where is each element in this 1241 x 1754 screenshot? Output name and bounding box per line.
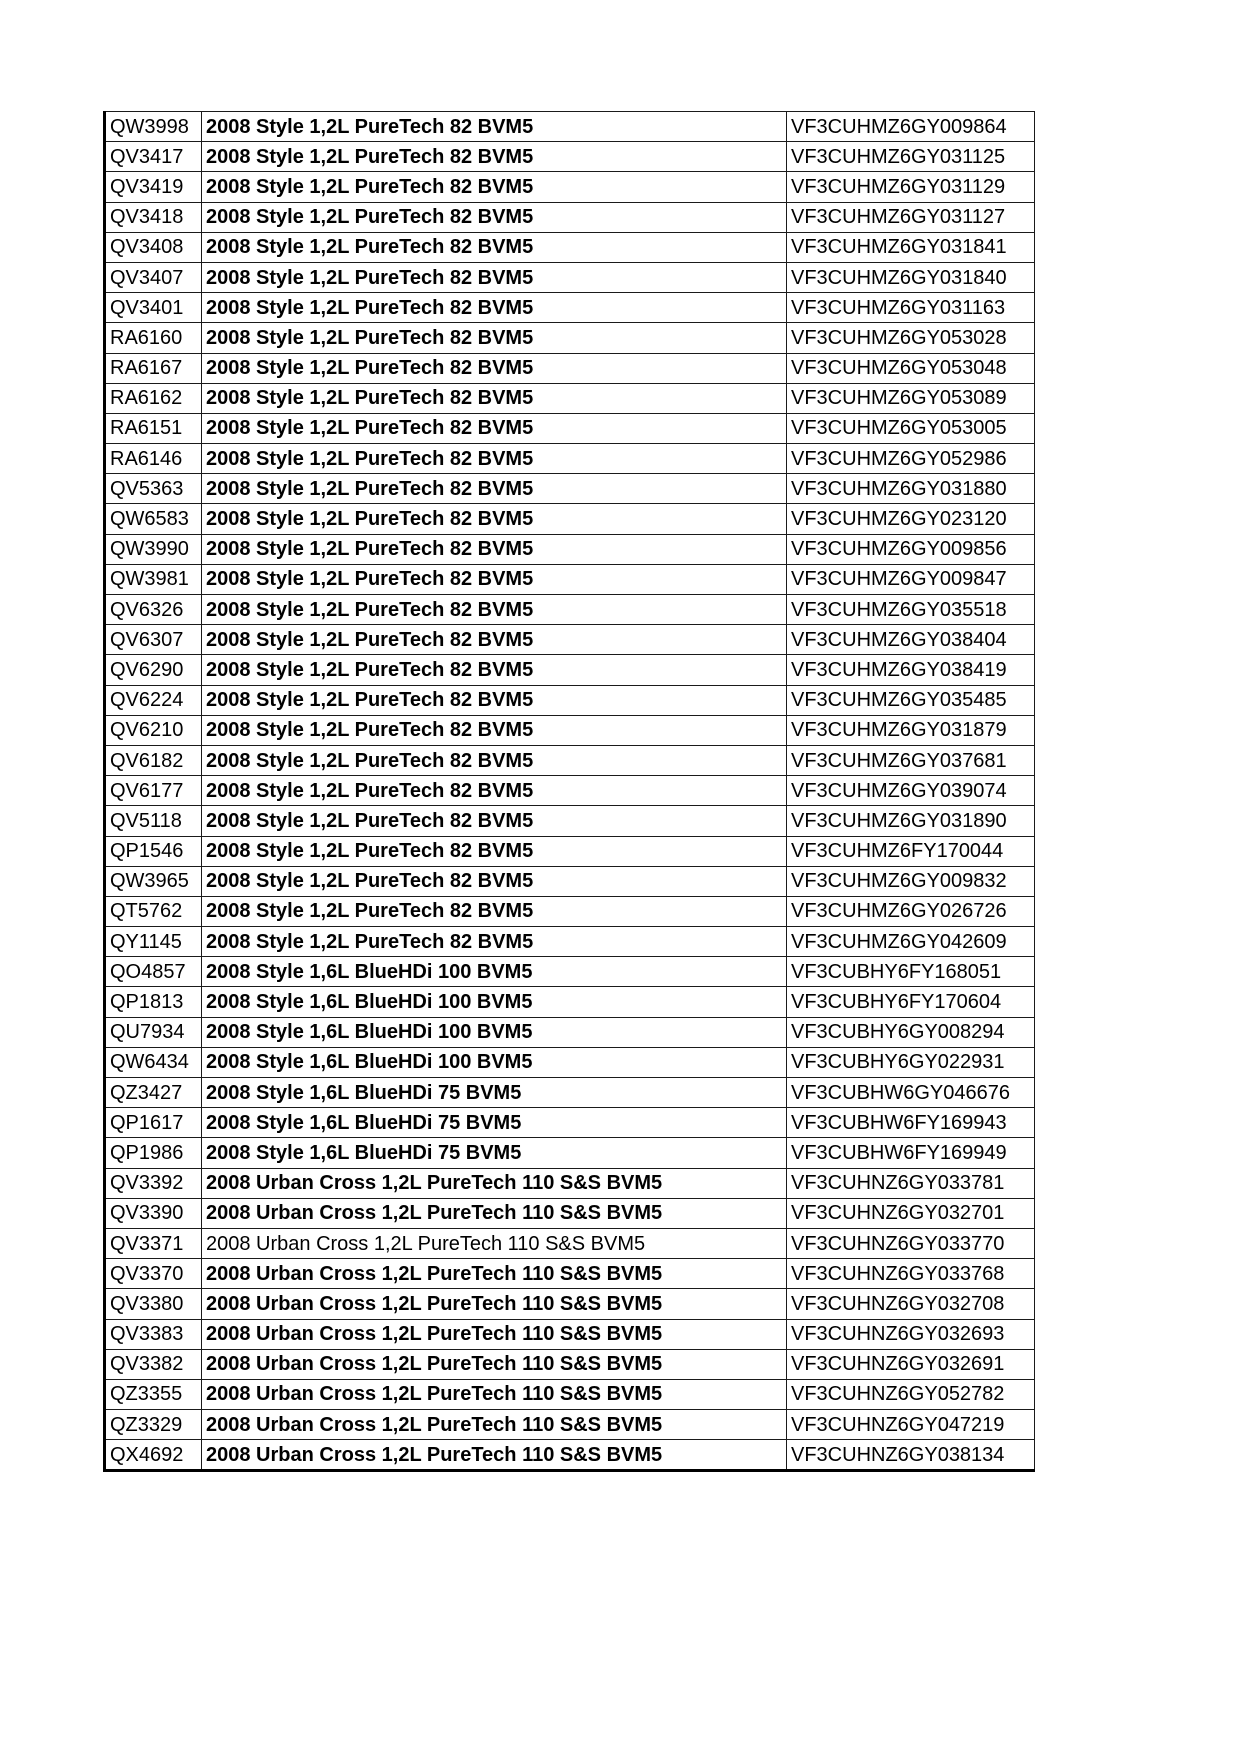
table-row xyxy=(105,1379,1035,1409)
vin-cell: VF3CUBHY6GY008294 xyxy=(787,1017,1035,1047)
vin-cell: VF3CUHMZ6GY037681 xyxy=(787,745,1035,775)
vin-cell: VF3CUHMZ6GY009864 xyxy=(787,112,1035,142)
table-row xyxy=(105,1168,1035,1198)
vin-cell: VF3CUHNZ6GY032708 xyxy=(787,1289,1035,1319)
table-row xyxy=(105,806,1035,836)
vin-cell: VF3CUHNZ6GY033781 xyxy=(787,1168,1035,1198)
vin-cell: VF3CUHNZ6GY032691 xyxy=(787,1349,1035,1379)
model-description-cell: 2008 Style 1,6L BlueHDi 100 BVM5 xyxy=(202,1047,787,1077)
table-row xyxy=(105,715,1035,745)
vin-cell: VF3CUHMZ6GY052986 xyxy=(787,444,1035,474)
vin-cell: VF3CUHMZ6GY009856 xyxy=(787,534,1035,564)
vin-cell: VF3CUHNZ6GY033768 xyxy=(787,1259,1035,1289)
vehicle-code-cell: QW6434 xyxy=(105,1047,202,1077)
vin-cell: VF3CUHMZ6GY039074 xyxy=(787,776,1035,806)
vehicle-code-cell: QV3371 xyxy=(105,1228,202,1258)
model-description-cell: 2008 Urban Cross 1,2L PureTech 110 S&S BVM5 xyxy=(202,1289,787,1319)
vehicle-code-cell: QV3380 xyxy=(105,1289,202,1319)
vehicle-code-cell: QP1546 xyxy=(105,836,202,866)
vin-cell: VF3CUHMZ6GY031125 xyxy=(787,142,1035,172)
vehicle-code-cell: QV5363 xyxy=(105,474,202,504)
vin-cell: VF3CUBHY6FY170604 xyxy=(787,987,1035,1017)
vehicle-code-cell: RA6162 xyxy=(105,383,202,413)
model-description-cell: 2008 Style 1,6L BlueHDi 75 BVM5 xyxy=(202,1078,787,1108)
vehicle-code-cell: QP1986 xyxy=(105,1138,202,1168)
vehicle-code-cell: QW3990 xyxy=(105,534,202,564)
vehicle-code-cell: QV3382 xyxy=(105,1349,202,1379)
vin-cell: VF3CUHNZ6GY033770 xyxy=(787,1228,1035,1258)
vehicle-code-cell: QV6326 xyxy=(105,595,202,625)
vin-cell: VF3CUBHW6FY169949 xyxy=(787,1138,1035,1168)
vin-cell: VF3CUHMZ6GY031163 xyxy=(787,293,1035,323)
model-description-cell: 2008 Style 1,2L PureTech 82 BVM5 xyxy=(202,413,787,443)
vin-cell: VF3CUHMZ6GY053048 xyxy=(787,353,1035,383)
model-description-cell: 2008 Style 1,2L PureTech 82 BVM5 xyxy=(202,383,787,413)
model-description-cell: 2008 Style 1,2L PureTech 82 BVM5 xyxy=(202,836,787,866)
vehicle-code-cell: QV6210 xyxy=(105,715,202,745)
vehicle-code-cell: QV6290 xyxy=(105,655,202,685)
model-description-cell: 2008 Style 1,2L PureTech 82 BVM5 xyxy=(202,806,787,836)
model-description-cell: 2008 Urban Cross 1,2L PureTech 110 S&S BVM5 xyxy=(202,1228,787,1258)
model-description-cell: 2008 Style 1,2L PureTech 82 BVM5 xyxy=(202,866,787,896)
model-description-cell: 2008 Style 1,2L PureTech 82 BVM5 xyxy=(202,776,787,806)
model-description-cell: 2008 Style 1,2L PureTech 82 BVM5 xyxy=(202,444,787,474)
model-description-cell: 2008 Urban Cross 1,2L PureTech 110 S&S BVM5 xyxy=(202,1259,787,1289)
table-row xyxy=(105,232,1035,262)
table-row xyxy=(105,1289,1035,1319)
model-description-cell: 2008 Urban Cross 1,2L PureTech 110 S&S BVM5 xyxy=(202,1410,787,1440)
vin-cell: VF3CUHMZ6FY170044 xyxy=(787,836,1035,866)
vin-cell: VF3CUHNZ6GY052782 xyxy=(787,1379,1035,1409)
vehicle-table-body xyxy=(105,112,1035,1471)
vin-cell: VF3CUHMZ6GY035485 xyxy=(787,685,1035,715)
vin-cell: VF3CUHMZ6GY038404 xyxy=(787,625,1035,655)
model-description-cell: 2008 Style 1,2L PureTech 82 BVM5 xyxy=(202,685,787,715)
table-row xyxy=(105,1138,1035,1168)
model-description-cell: 2008 Style 1,2L PureTech 82 BVM5 xyxy=(202,534,787,564)
vehicle-code-cell: RA6151 xyxy=(105,413,202,443)
vin-cell: VF3CUHNZ6GY047219 xyxy=(787,1410,1035,1440)
vin-cell: VF3CUHMZ6GY031840 xyxy=(787,262,1035,292)
table-row xyxy=(105,1047,1035,1077)
table-row xyxy=(105,1349,1035,1379)
model-description-cell: 2008 Style 1,2L PureTech 82 BVM5 xyxy=(202,142,787,172)
table-row xyxy=(105,323,1035,353)
vin-cell: VF3CUHMZ6GY038419 xyxy=(787,655,1035,685)
model-description-cell: 2008 Style 1,2L PureTech 82 BVM5 xyxy=(202,353,787,383)
vehicle-code-cell: QV3407 xyxy=(105,262,202,292)
table-row xyxy=(105,112,1035,142)
table-row xyxy=(105,866,1035,896)
table-row xyxy=(105,172,1035,202)
vehicle-table xyxy=(103,111,1035,1472)
table-row xyxy=(105,927,1035,957)
model-description-cell: 2008 Style 1,2L PureTech 82 BVM5 xyxy=(202,745,787,775)
vehicle-code-cell: QV6307 xyxy=(105,625,202,655)
vin-cell: VF3CUHMZ6GY031879 xyxy=(787,715,1035,745)
table-row xyxy=(105,896,1035,926)
vehicle-code-cell: QY1145 xyxy=(105,927,202,957)
vehicle-code-cell: RA6167 xyxy=(105,353,202,383)
vehicle-code-cell: QV3392 xyxy=(105,1168,202,1198)
vin-cell: VF3CUHMZ6GY042609 xyxy=(787,927,1035,957)
table-row xyxy=(105,595,1035,625)
model-description-cell: 2008 Style 1,2L PureTech 82 BVM5 xyxy=(202,202,787,232)
table-row xyxy=(105,776,1035,806)
table-row xyxy=(105,534,1035,564)
vehicle-code-cell: QV6177 xyxy=(105,776,202,806)
table-row xyxy=(105,655,1035,685)
table-row xyxy=(105,504,1035,534)
table-row xyxy=(105,625,1035,655)
model-description-cell: 2008 Style 1,2L PureTech 82 BVM5 xyxy=(202,625,787,655)
vehicle-code-cell: QV3419 xyxy=(105,172,202,202)
vehicle-code-cell: QU7934 xyxy=(105,1017,202,1047)
vin-cell: VF3CUHMZ6GY035518 xyxy=(787,595,1035,625)
vin-cell: VF3CUHMZ6GY009847 xyxy=(787,564,1035,594)
table-row xyxy=(105,202,1035,232)
vehicle-code-cell: QV3383 xyxy=(105,1319,202,1349)
vehicle-code-cell: QP1813 xyxy=(105,987,202,1017)
table-row xyxy=(105,353,1035,383)
vin-cell: VF3CUHMZ6GY053028 xyxy=(787,323,1035,353)
model-description-cell: 2008 Style 1,6L BlueHDi 75 BVM5 xyxy=(202,1138,787,1168)
table-row xyxy=(105,564,1035,594)
vehicle-code-cell: QV6182 xyxy=(105,745,202,775)
vehicle-code-cell: QW6583 xyxy=(105,504,202,534)
table-row xyxy=(105,1259,1035,1289)
model-description-cell: 2008 Urban Cross 1,2L PureTech 110 S&S BVM5 xyxy=(202,1379,787,1409)
vehicle-code-cell: QV3390 xyxy=(105,1198,202,1228)
vehicle-code-cell: QW3981 xyxy=(105,564,202,594)
model-description-cell: 2008 Style 1,6L BlueHDi 75 BVM5 xyxy=(202,1108,787,1138)
vehicle-code-cell: QV6224 xyxy=(105,685,202,715)
table-row xyxy=(105,957,1035,987)
model-description-cell: 2008 Style 1,2L PureTech 82 BVM5 xyxy=(202,655,787,685)
table-row xyxy=(105,836,1035,866)
table-row xyxy=(105,1410,1035,1440)
vin-cell: VF3CUBHY6FY168051 xyxy=(787,957,1035,987)
model-description-cell: 2008 Urban Cross 1,2L PureTech 110 S&S BVM5 xyxy=(202,1319,787,1349)
model-description-cell: 2008 Style 1,2L PureTech 82 BVM5 xyxy=(202,172,787,202)
model-description-cell: 2008 Style 1,2L PureTech 82 BVM5 xyxy=(202,293,787,323)
table-row xyxy=(105,293,1035,323)
vehicle-code-cell: QT5762 xyxy=(105,896,202,926)
vehicle-code-cell: QV3418 xyxy=(105,202,202,232)
vehicle-code-cell: QV3370 xyxy=(105,1259,202,1289)
vin-cell: VF3CUHMZ6GY031890 xyxy=(787,806,1035,836)
vin-cell: VF3CUHMZ6GY023120 xyxy=(787,504,1035,534)
vehicle-code-cell: QW3965 xyxy=(105,866,202,896)
vehicle-code-cell: QV5118 xyxy=(105,806,202,836)
table-row xyxy=(105,1440,1035,1471)
vehicle-code-cell: RA6146 xyxy=(105,444,202,474)
vin-cell: VF3CUHMZ6GY009832 xyxy=(787,866,1035,896)
model-description-cell: 2008 Style 1,2L PureTech 82 BVM5 xyxy=(202,715,787,745)
vehicle-code-cell: QV3401 xyxy=(105,293,202,323)
table-row xyxy=(105,262,1035,292)
model-description-cell: 2008 Urban Cross 1,2L PureTech 110 S&S BVM5 xyxy=(202,1168,787,1198)
model-description-cell: 2008 Style 1,6L BlueHDi 100 BVM5 xyxy=(202,1017,787,1047)
vin-cell: VF3CUBHW6GY046676 xyxy=(787,1078,1035,1108)
model-description-cell: 2008 Style 1,2L PureTech 82 BVM5 xyxy=(202,896,787,926)
vehicle-code-cell: RA6160 xyxy=(105,323,202,353)
model-description-cell: 2008 Style 1,2L PureTech 82 BVM5 xyxy=(202,323,787,353)
model-description-cell: 2008 Urban Cross 1,2L PureTech 110 S&S BVM5 xyxy=(202,1198,787,1228)
model-description-cell: 2008 Style 1,2L PureTech 82 BVM5 xyxy=(202,474,787,504)
model-description-cell: 2008 Style 1,2L PureTech 82 BVM5 xyxy=(202,595,787,625)
table-row xyxy=(105,1228,1035,1258)
vin-cell: VF3CUBHY6GY022931 xyxy=(787,1047,1035,1077)
vin-cell: VF3CUHMZ6GY031841 xyxy=(787,232,1035,262)
table-row xyxy=(105,1017,1035,1047)
vin-cell: VF3CUHMZ6GY026726 xyxy=(787,896,1035,926)
vin-cell: VF3CUHMZ6GY031129 xyxy=(787,172,1035,202)
vehicle-code-cell: QP1617 xyxy=(105,1108,202,1138)
vehicle-code-cell: QZ3329 xyxy=(105,1410,202,1440)
table-row xyxy=(105,1078,1035,1108)
table-row xyxy=(105,383,1035,413)
vin-cell: VF3CUHMZ6GY031880 xyxy=(787,474,1035,504)
vin-cell: VF3CUHNZ6GY032693 xyxy=(787,1319,1035,1349)
model-description-cell: 2008 Style 1,6L BlueHDi 100 BVM5 xyxy=(202,957,787,987)
table-row xyxy=(105,1198,1035,1228)
model-description-cell: 2008 Style 1,6L BlueHDi 100 BVM5 xyxy=(202,987,787,1017)
model-description-cell: 2008 Style 1,2L PureTech 82 BVM5 xyxy=(202,564,787,594)
table-row xyxy=(105,745,1035,775)
table-row xyxy=(105,1319,1035,1349)
table-row xyxy=(105,413,1035,443)
vin-cell: VF3CUHMZ6GY053005 xyxy=(787,413,1035,443)
vin-cell: VF3CUHMZ6GY031127 xyxy=(787,202,1035,232)
vehicle-code-cell: QX4692 xyxy=(105,1440,202,1471)
table-row xyxy=(105,1108,1035,1138)
vin-cell: VF3CUBHW6FY169943 xyxy=(787,1108,1035,1138)
vin-cell: VF3CUHNZ6GY038134 xyxy=(787,1440,1035,1471)
table-row xyxy=(105,987,1035,1017)
vehicle-code-cell: QW3998 xyxy=(105,112,202,142)
table-row xyxy=(105,685,1035,715)
vehicle-code-cell: QV3408 xyxy=(105,232,202,262)
vin-cell: VF3CUHMZ6GY053089 xyxy=(787,383,1035,413)
table-row xyxy=(105,474,1035,504)
vehicle-code-cell: QO4857 xyxy=(105,957,202,987)
model-description-cell: 2008 Style 1,2L PureTech 82 BVM5 xyxy=(202,504,787,534)
vehicle-code-cell: QZ3427 xyxy=(105,1078,202,1108)
model-description-cell: 2008 Style 1,2L PureTech 82 BVM5 xyxy=(202,232,787,262)
vehicle-code-cell: QZ3355 xyxy=(105,1379,202,1409)
table-row xyxy=(105,142,1035,172)
model-description-cell: 2008 Style 1,2L PureTech 82 BVM5 xyxy=(202,927,787,957)
vin-cell: VF3CUHNZ6GY032701 xyxy=(787,1198,1035,1228)
model-description-cell: 2008 Style 1,2L PureTech 82 BVM5 xyxy=(202,262,787,292)
vehicle-code-cell: QV3417 xyxy=(105,142,202,172)
model-description-cell: 2008 Style 1,2L PureTech 82 BVM5 xyxy=(202,112,787,142)
model-description-cell: 2008 Urban Cross 1,2L PureTech 110 S&S BVM5 xyxy=(202,1349,787,1379)
model-description-cell: 2008 Urban Cross 1,2L PureTech 110 S&S BVM5 xyxy=(202,1440,787,1471)
table-row xyxy=(105,444,1035,474)
